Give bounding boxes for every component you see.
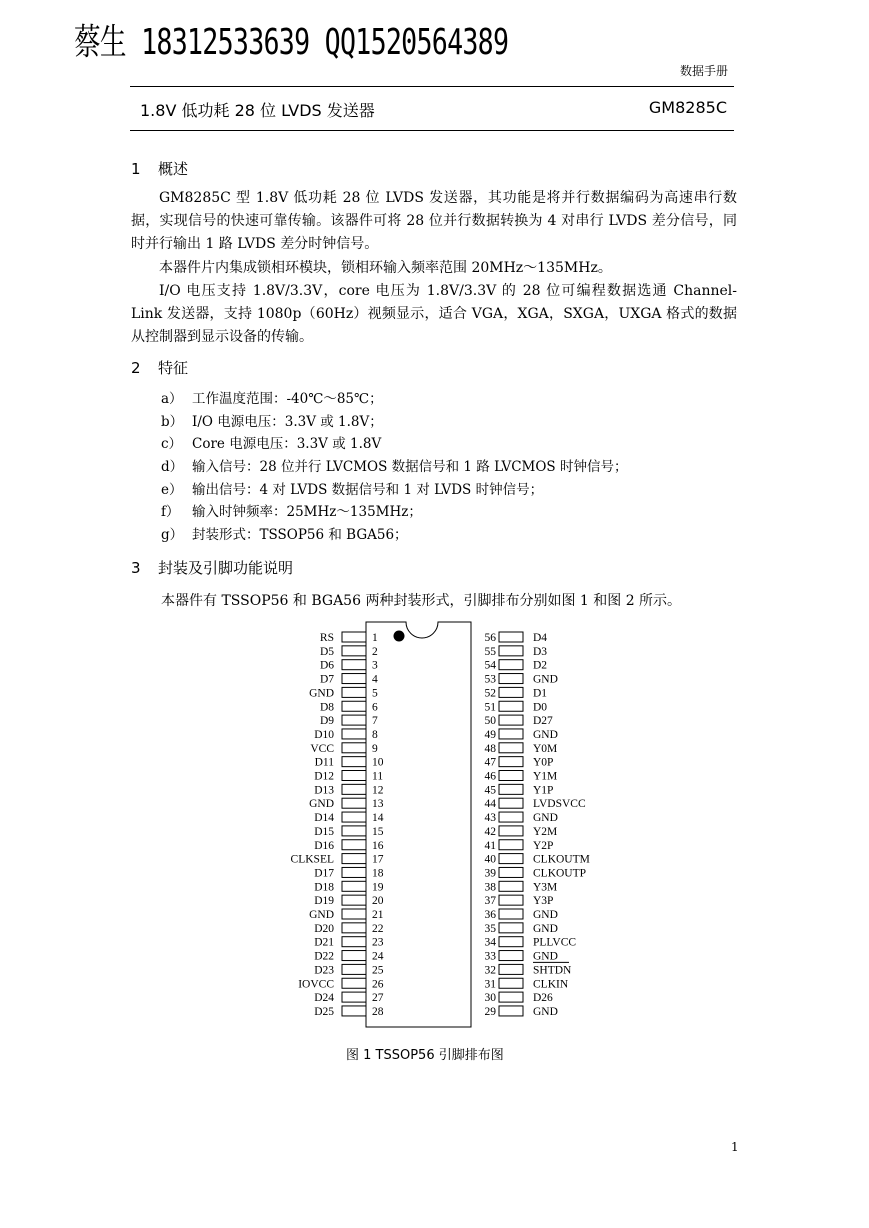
pin-label: D4 bbox=[533, 632, 548, 644]
overview-paragraph: GM8285C 型 1.8V 低功耗 28 位 LVDS 发送器，其功能是将并行数据编码为高速串行数据，实现信号的快速可靠传输。该器件可将 28 位并行数据转换为 4 对串行 LVDS 差分信号，同时并行输出 1 路 LVDS 差分时钟信号。 bbox=[131, 190, 737, 253]
pin-label: SHTDN bbox=[533, 964, 572, 977]
pin-number: 29 bbox=[484, 1005, 496, 1018]
pin-number: 54 bbox=[484, 659, 496, 672]
list-item-text: Core 电源电压：3.3V 或 1.8V bbox=[192, 436, 382, 453]
pin-number: 36 bbox=[484, 909, 496, 921]
pin-number: 38 bbox=[484, 881, 496, 894]
pin-label: D17 bbox=[314, 867, 334, 880]
pin-pad-right bbox=[499, 854, 523, 864]
overview-paragraph: 本器件片内集成锁相环模块，锁相环输入频率范围 20MHz～135MHz。 bbox=[159, 259, 612, 276]
pin-pad-right bbox=[499, 715, 523, 725]
list-marker: a） bbox=[161, 391, 183, 407]
section-number: 2 bbox=[131, 359, 141, 377]
pin-pad-right bbox=[499, 646, 523, 656]
pin-label: D19 bbox=[314, 895, 334, 908]
pin-number: 56 bbox=[484, 632, 496, 644]
pin-label: Y1M bbox=[533, 770, 558, 783]
pin-number: 4 bbox=[372, 673, 378, 686]
pin-pad-left bbox=[342, 1006, 366, 1016]
pin-pad-right bbox=[499, 687, 523, 697]
pin-label: D22 bbox=[314, 950, 334, 963]
pin-number: 21 bbox=[372, 909, 384, 921]
pin-pad-right bbox=[499, 798, 523, 808]
pin-pad-right bbox=[499, 923, 523, 933]
pin-label: D0 bbox=[533, 701, 548, 714]
pin-pad-left bbox=[342, 937, 366, 947]
pin-label: GND bbox=[309, 798, 334, 811]
pin-number: 34 bbox=[484, 936, 496, 949]
list-marker: b） bbox=[161, 413, 184, 430]
pin-pad-right bbox=[499, 1006, 523, 1016]
pin-pad-right bbox=[499, 743, 523, 753]
pin-label: CLKOUTM bbox=[533, 853, 590, 866]
pin-number: 30 bbox=[484, 992, 496, 1005]
pin-label: D23 bbox=[314, 964, 334, 977]
section-title: 封装及引脚功能说明 bbox=[158, 559, 294, 577]
pin-number: 16 bbox=[372, 839, 384, 852]
pin-label: D27 bbox=[533, 715, 553, 728]
pin-number: 6 bbox=[372, 701, 378, 714]
pin-number: 13 bbox=[372, 798, 384, 811]
list-item-text: 工作温度范围：-40℃～85℃； bbox=[192, 391, 383, 407]
pin-number: 55 bbox=[484, 645, 496, 658]
list-marker: d） bbox=[161, 459, 184, 476]
list-marker: e） bbox=[161, 481, 183, 498]
pin-label: D1 bbox=[533, 687, 548, 700]
pin-pad-right bbox=[499, 826, 523, 836]
pin-number: 20 bbox=[372, 895, 384, 908]
package-intro: 本器件有 TSSOP56 和 BGA56 两种封装形式，引脚排布分别如图 1 和图 2 所示。 bbox=[161, 593, 682, 609]
pin-pad-right bbox=[499, 909, 523, 919]
pin-pad-left bbox=[342, 826, 366, 836]
pin-label: CLKIN bbox=[533, 978, 569, 991]
pin-pad-left bbox=[342, 881, 366, 891]
pin-pad-right bbox=[499, 867, 523, 877]
pin-label: Y0P bbox=[533, 756, 554, 769]
pin-number: 51 bbox=[484, 701, 496, 714]
pin-pad-left bbox=[342, 632, 366, 642]
pin-label: CLKOUTP bbox=[533, 867, 587, 880]
pin-label: D3 bbox=[533, 645, 548, 658]
pin-pad-right bbox=[499, 674, 523, 684]
list-item-text: 封装形式：TSSOP56 和 BGA56； bbox=[192, 527, 408, 544]
pin-pad-right bbox=[499, 840, 523, 850]
pin-pad-right bbox=[499, 951, 523, 961]
pin-number: 47 bbox=[484, 756, 496, 769]
pin-pad-right bbox=[499, 632, 523, 642]
pin-label: D10 bbox=[314, 728, 334, 741]
pin-label: GND bbox=[309, 909, 334, 921]
pin-number: 52 bbox=[484, 687, 496, 700]
page-number: 1 bbox=[731, 1140, 739, 1154]
pin-pad-left bbox=[342, 701, 366, 711]
pin-number: 39 bbox=[484, 867, 496, 880]
pin-pad-left bbox=[342, 964, 366, 974]
list-marker: f） bbox=[161, 504, 180, 521]
pin-label: D20 bbox=[314, 922, 334, 935]
pin-label: D5 bbox=[319, 645, 334, 658]
pin-number: 22 bbox=[372, 922, 384, 935]
pin-number: 50 bbox=[484, 715, 496, 728]
pin-label: GND bbox=[309, 687, 334, 700]
pin-label: GND bbox=[533, 673, 558, 686]
pin-label: GND bbox=[533, 728, 558, 741]
pin-label: D26 bbox=[533, 992, 553, 1005]
pin-pad-right bbox=[499, 812, 523, 822]
pin-number: 44 bbox=[484, 798, 496, 811]
pin-label: D16 bbox=[314, 839, 334, 852]
pin-number: 37 bbox=[484, 895, 496, 908]
pin-number: 17 bbox=[372, 853, 384, 866]
pin-label: VCC bbox=[310, 742, 334, 755]
pin-pad-right bbox=[499, 895, 523, 905]
section-title: 概述 bbox=[158, 160, 189, 178]
contact-watermark: 蔡生 18312533639 QQ1520564389 bbox=[74, 22, 509, 63]
pin-label: GND bbox=[533, 950, 558, 963]
section-number: 3 bbox=[131, 559, 141, 577]
pin-pad-left bbox=[342, 729, 366, 739]
pin-number: 27 bbox=[372, 992, 384, 1005]
pin-number: 15 bbox=[372, 825, 384, 838]
pin-pad-left bbox=[342, 895, 366, 905]
pin-label: D6 bbox=[319, 659, 334, 672]
pin-pad-left bbox=[342, 784, 366, 794]
section-number: 1 bbox=[131, 160, 141, 178]
pin-label: D18 bbox=[314, 881, 334, 894]
pin-pad-left bbox=[342, 715, 366, 725]
pin-pad-right bbox=[499, 660, 523, 670]
pin-pad-left bbox=[342, 840, 366, 850]
pin-pad-left bbox=[342, 923, 366, 933]
pin-number: 48 bbox=[484, 742, 496, 755]
pin-number: 12 bbox=[372, 784, 384, 797]
pin-number: 35 bbox=[484, 922, 496, 935]
pin-number: 2 bbox=[372, 645, 378, 658]
pin-label: Y2M bbox=[533, 825, 558, 838]
pin-number: 14 bbox=[372, 812, 384, 825]
pin-label: D15 bbox=[314, 825, 334, 838]
pin-pad-left bbox=[342, 757, 366, 767]
pin-number: 41 bbox=[484, 839, 496, 852]
pin-pad-left bbox=[342, 854, 366, 864]
pin-pad-right bbox=[499, 729, 523, 739]
pin-label: Y3P bbox=[533, 895, 554, 908]
pin-number: 45 bbox=[484, 784, 496, 797]
pin-pad-left bbox=[342, 978, 366, 988]
pin-number: 49 bbox=[484, 728, 496, 741]
pin-pad-left bbox=[342, 812, 366, 822]
pin-label: D13 bbox=[314, 784, 334, 797]
pin-label: D11 bbox=[314, 756, 334, 769]
pin-number: 19 bbox=[372, 881, 384, 894]
pin-pad-left bbox=[342, 687, 366, 697]
pin-pad-left bbox=[342, 798, 366, 808]
pin-pad-left bbox=[342, 909, 366, 919]
pin-pad-right bbox=[499, 881, 523, 891]
pin-label: GND bbox=[533, 909, 558, 921]
pin1-dot-icon bbox=[394, 631, 405, 642]
pin-label: D25 bbox=[314, 1005, 334, 1018]
pin-number: 7 bbox=[372, 715, 378, 728]
pin-pad-right bbox=[499, 771, 523, 781]
list-marker: g） bbox=[161, 527, 184, 544]
pin-number: 10 bbox=[372, 756, 384, 769]
pin-pad-right bbox=[499, 937, 523, 947]
pin-pad-left bbox=[342, 951, 366, 961]
pin-pad-right bbox=[499, 757, 523, 767]
pin-label: D7 bbox=[319, 673, 334, 686]
pin-number: 11 bbox=[372, 770, 384, 783]
pin-number: 53 bbox=[484, 673, 496, 686]
pin-number: 28 bbox=[372, 1005, 384, 1018]
pin-pad-left bbox=[342, 660, 366, 670]
pin-number: 43 bbox=[484, 812, 496, 825]
pin-number: 33 bbox=[484, 950, 496, 963]
pin-label: D21 bbox=[314, 936, 334, 949]
pin-pad-right bbox=[499, 978, 523, 988]
section-title: 特征 bbox=[158, 359, 189, 377]
pin-number: 8 bbox=[372, 728, 378, 741]
pin-label: GND bbox=[533, 812, 558, 825]
list-item-text: 输入信号：28 位并行 LVCMOS 数据信号和 1 路 LVCMOS 时钟信号； bbox=[192, 459, 628, 476]
pin-label: Y2P bbox=[533, 839, 554, 852]
list-item-text: 输出信号：4 对 LVDS 数据信号和 1 对 LVDS 时钟信号； bbox=[192, 481, 544, 498]
pin-label: PLLVCC bbox=[533, 936, 577, 949]
list-item-text: 输入时钟频率：25MHz～135MHz； bbox=[192, 504, 422, 521]
pin-number: 5 bbox=[372, 687, 378, 700]
pin-label: IOVCC bbox=[298, 978, 334, 991]
pin-number: 23 bbox=[372, 936, 384, 949]
pin-number: 9 bbox=[372, 742, 378, 755]
pin-number: 24 bbox=[372, 950, 384, 963]
pin-label: D24 bbox=[314, 992, 334, 1005]
pin-pad-right bbox=[499, 964, 523, 974]
pin-number: 26 bbox=[372, 978, 384, 991]
pin-number: 32 bbox=[484, 964, 496, 977]
pin-label: GND bbox=[533, 1005, 558, 1018]
pin-number: 46 bbox=[484, 770, 496, 783]
list-marker: c） bbox=[161, 436, 183, 453]
pin-label: Y1P bbox=[533, 784, 554, 797]
pin-pad-left bbox=[342, 674, 366, 684]
document-title: 1.8V 低功耗 28 位 LVDS 发送器 bbox=[140, 101, 375, 120]
pin-label: CLKSEL bbox=[290, 853, 334, 866]
pin-number: 31 bbox=[484, 978, 496, 991]
pin-pad-left bbox=[342, 743, 366, 753]
pin-pad-right bbox=[499, 701, 523, 711]
pin-number: 42 bbox=[484, 825, 496, 838]
pin-label: LVDSVCC bbox=[533, 798, 586, 811]
figure-caption: 图 1 TSSOP56 引脚排布图 bbox=[346, 1048, 504, 1063]
model-number: GM8285C bbox=[648, 98, 727, 117]
pin-pad-right bbox=[499, 784, 523, 794]
overview-paragraph: I/O 电压支持 1.8V/3.3V，core 电压为 1.8V/3.3V 的 28 位可编程数据选通 Channel-Link 发送器，支持 1080p（60Hz）视频显示，适合 VGA，XGA，SXGA，UXGA 格式的数据从控制器到显示设备的传输。 bbox=[131, 282, 737, 346]
pin-label: D12 bbox=[314, 770, 334, 783]
pin-label: D9 bbox=[319, 715, 334, 728]
pin-pad-right bbox=[499, 992, 523, 1002]
pin-label: GND bbox=[533, 922, 558, 935]
pin-label: RS bbox=[319, 632, 334, 644]
manual-label: 数据手册 bbox=[679, 64, 728, 78]
pin-label: D14 bbox=[314, 812, 334, 825]
pin-label: D2 bbox=[533, 659, 548, 672]
pin-pad-left bbox=[342, 771, 366, 781]
pin-label: D8 bbox=[319, 701, 334, 714]
pin-number: 3 bbox=[372, 659, 378, 672]
pin-pad-left bbox=[342, 867, 366, 877]
pin-number: 18 bbox=[372, 867, 384, 880]
pin-pad-left bbox=[342, 992, 366, 1002]
pin-label: Y3M bbox=[533, 881, 558, 894]
pin-number: 40 bbox=[484, 853, 496, 866]
pin-label: Y0M bbox=[533, 742, 558, 755]
pin-pad-left bbox=[342, 646, 366, 656]
pin-number: 25 bbox=[372, 964, 384, 977]
list-item-text: I/O 电源电压：3.3V 或 1.8V； bbox=[192, 413, 383, 430]
pin-number: 1 bbox=[372, 632, 378, 644]
